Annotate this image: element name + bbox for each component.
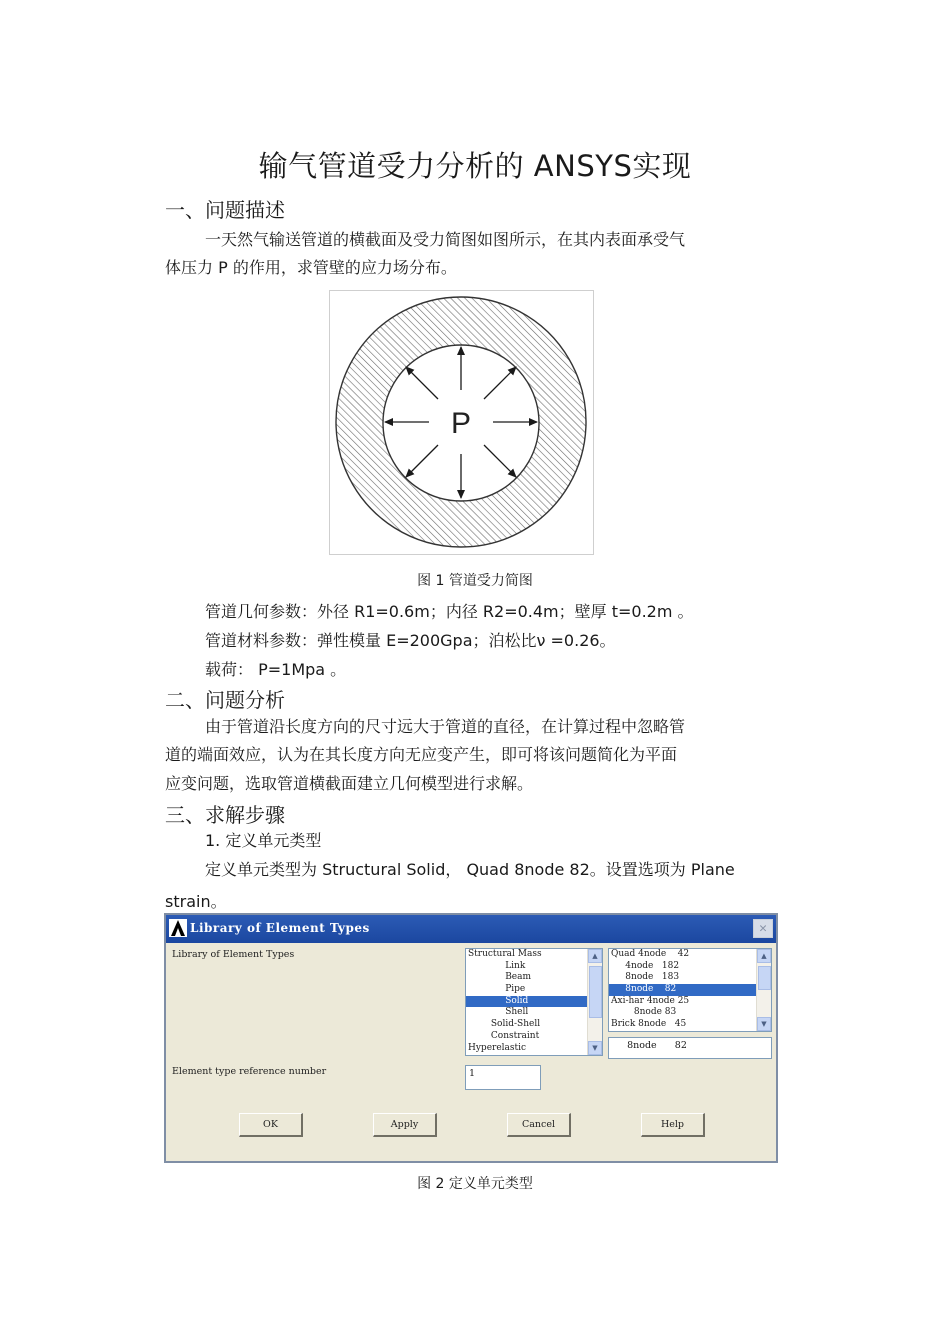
apply-button[interactable]: Apply [373,1113,437,1137]
scroll-up-icon[interactable]: ▲ [588,949,602,963]
element-type-list[interactable] [608,948,772,1032]
list-item[interactable]: Quad 4node 42 [611,949,690,959]
arrow-down-left [406,445,438,477]
element-types-dialog [164,913,778,1163]
list-item[interactable]: Constraint [468,1030,540,1041]
help-button[interactable]: Help [641,1113,705,1137]
close-icon[interactable]: ✕ [753,919,773,938]
list-item[interactable]: 4node 182 [611,960,680,971]
figure2-caption: 图 2 定义单元类型 [417,1176,533,1192]
list-item[interactable]: Link [468,960,526,971]
category-scrollbar[interactable] [587,949,602,1055]
section-heading-1: 一、问题描述 [165,198,285,222]
pipe-force-diagram [329,290,594,555]
section2-line3: 应变问题，选取管道横截面建立几何模型进行求解。 [165,774,534,793]
list-item[interactable]: Brick 8node 45 [611,1019,687,1030]
list-item[interactable]: Pipe [468,984,526,995]
page-title: 输气管道受力分析的 ANSYS实现 [258,149,692,183]
list-item[interactable]: Beam [468,972,532,983]
geometry-params: 管道几何参数：外径 R1=0.6m；内径 R2=0.4m；壁厚 t=0.2m 。 [205,602,694,621]
step1-heading: 1. 定义单元类型 [205,831,322,850]
list-item[interactable]: Axi-har 4node 25 [611,995,690,1006]
category-list[interactable] [465,948,603,1056]
ansys-logo-icon [169,919,187,937]
pipe-cross-section [330,291,593,554]
list-item[interactable]: Solid-Shell [468,1019,541,1030]
pressure-label: P [450,407,472,440]
arrow-down-right [484,445,516,477]
section-heading-3: 三、求解步骤 [165,803,285,827]
figure1-caption: 图 1 管道受力简图 [417,573,533,589]
scroll-up-icon[interactable]: ▲ [757,949,771,963]
scroll-thumb[interactable] [589,966,602,1018]
type-scrollbar[interactable] [756,949,771,1031]
section1-paragraph-line1: 一天然气输送管道的横截面及受力简图如图所示，在其内表面承受气 [205,230,686,249]
library-label: Library of Element Types [172,949,295,960]
section1-paragraph-line2: 体压力 P 的作用，求管壁的应力场分布。 [165,258,457,277]
scroll-down-icon[interactable]: ▼ [757,1017,771,1031]
list-item[interactable]: Hyperelastic [468,1042,527,1053]
ok-button[interactable]: OK [239,1113,303,1137]
section2-line2: 道的端面效应，认为在其长度方向无应变产生，即可将该问题简化为平面 [165,745,678,764]
load-params: 载荷： P=1Mpa 。 [205,660,347,679]
list-item[interactable]: Solid [466,996,588,1008]
list-item[interactable]: 8node 183 [611,972,680,983]
arrow-up-right [484,367,516,399]
ref-number-input[interactable]: 1 [465,1065,541,1090]
scroll-thumb[interactable] [758,966,771,990]
ref-number-label: Element type reference number [172,1066,327,1077]
scroll-down-icon[interactable]: ▼ [588,1041,602,1055]
list-item[interactable]: 8node 83 [611,1007,677,1018]
material-params: 管道材料参数：弹性模量 E=200Gpa；泊松比ν =0.26。 [205,631,616,650]
dialog-title: Library of Element Types [190,921,370,935]
cancel-button[interactable]: Cancel [507,1113,571,1137]
selected-type-display: 8node 82 [608,1037,772,1059]
list-item[interactable]: 8node 82 [609,984,757,996]
section3-paragraph-line2: strain。 [165,892,227,911]
arrow-up-left [406,367,438,399]
dialog-titlebar[interactable] [166,915,776,943]
list-item[interactable]: Structural Mass [468,949,542,959]
section-heading-2: 二、问题分析 [165,688,285,712]
list-item[interactable]: Shell [468,1007,529,1018]
section3-paragraph-line1: 定义单元类型为 Structural Solid， Quad 8node 82。设置选项为 Plane [205,860,735,879]
section2-line1: 由于管道沿长度方向的尺寸远大于管道的直径，在计算过程中忽略管 [205,717,686,736]
